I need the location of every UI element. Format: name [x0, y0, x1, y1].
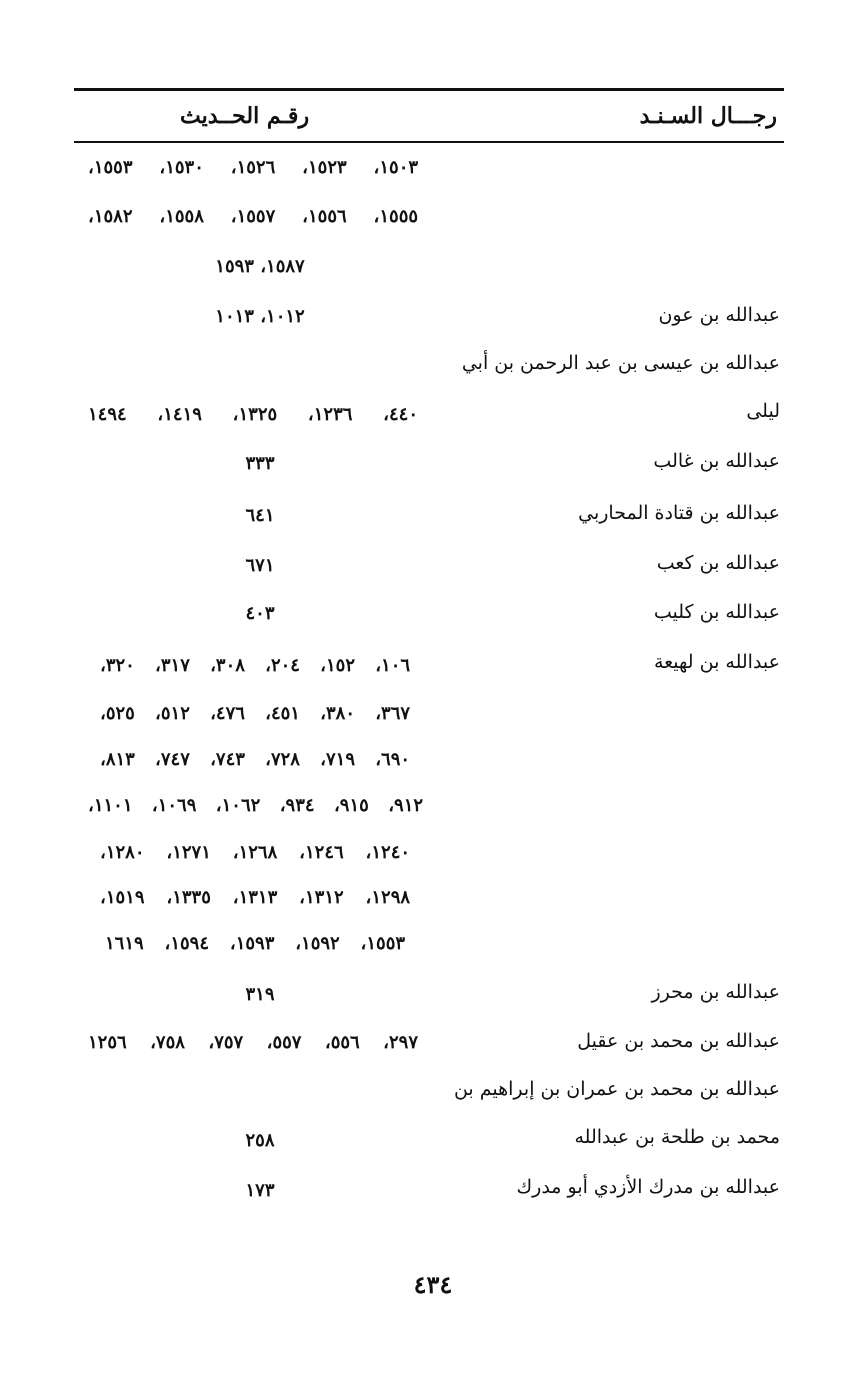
hadith-numbers: ٦٤١ — [245, 505, 275, 526]
header-top-rule — [74, 88, 784, 91]
narrator-name: عبدالله بن كعب — [656, 552, 780, 574]
hadith-numbers: ٦٩٠، ٧١٩، ٧٢٨، ٧٤٣، ٧٤٧، ٨١٣، — [100, 749, 411, 770]
narrator-name: عبدالله بن عون — [658, 304, 780, 326]
hadith-numbers: ٣١٩ — [245, 984, 275, 1005]
narrator-name: محمد بن طلحة بن عبدالله — [574, 1126, 780, 1148]
hadith-numbers: ٤٠٣ — [245, 603, 275, 624]
hadith-numbers: ١٠٦، ١٥٢، ٢٠٤، ٣٠٨، ٣١٧، ٣٢٠، — [100, 655, 411, 676]
narrator-name: عبدالله بن قتادة المحاربي — [578, 502, 780, 524]
narrator-name: عبدالله بن غالب — [653, 450, 780, 472]
hadith-numbers: ٢٩٧، ٥٥٦، ٥٥٧، ٧٥٧، ٧٥٨، ١٢٥٦ — [88, 1032, 418, 1053]
hadith-numbers: ٣٦٧، ٣٨٠، ٤٥١، ٤٧٦، ٥١٢، ٥٢٥، — [100, 703, 411, 724]
narrator-name: عبدالله بن كليب — [653, 601, 780, 623]
hadith-numbers: ٣٣٣ — [245, 453, 275, 474]
hadith-numbers: ١٢٩٨، ١٣١٢، ١٣١٣، ١٣٣٥، ١٥١٩، — [100, 887, 411, 908]
hadith-numbers: ١٧٣ — [245, 1180, 275, 1201]
hadith-numbers: ٦٧١ — [245, 555, 275, 576]
hadith-numbers: ١٥٠٣، ١٥٢٣، ١٥٢٦، ١٥٣٠، ١٥٥٣، — [88, 157, 419, 178]
narrator-name: عبدالله بن محمد بن عمران بن إبراهيم بن — [453, 1078, 780, 1100]
narrator-name: عبدالله بن لهيعة — [653, 651, 780, 673]
narrator-name: عبدالله بن عيسى بن عبد الرحمن بن أبي — [461, 352, 780, 374]
narrator-name: عبدالله بن محرز — [651, 981, 780, 1003]
hadith-numbers: ٩١٢، ٩١٥، ٩٣٤، ١٠٦٢، ١٠٦٩، ١١٠١، — [88, 795, 424, 816]
narrator-name: ليلى — [746, 400, 780, 422]
header-bottom-rule — [74, 141, 784, 143]
page-number: ٤٣٤ — [413, 1270, 453, 1299]
hadith-numbers: ٤٤٠، ١٢٣٦، ١٣٢٥، ١٤١٩، ١٤٩٤ — [88, 404, 419, 425]
hadith-numbers: ١٥٨٧، ١٥٩٣ — [215, 256, 305, 277]
column-header-hadith-numbers: رقـم الحــديث — [180, 103, 310, 129]
narrator-name: عبدالله بن محمد بن عقيل — [577, 1030, 780, 1052]
narrator-name: عبدالله بن مدرك الأزدي أبو مدرك — [516, 1176, 780, 1198]
column-header-narrators: رجـــال السـنـد — [639, 103, 777, 129]
hadith-numbers: ١٥٥٥، ١٥٥٦، ١٥٥٧، ١٥٥٨، ١٥٨٢، — [88, 206, 419, 227]
hadith-numbers: ١٥٥٣، ١٥٩٢، ١٥٩٣، ١٥٩٤، ١٦١٩ — [105, 933, 406, 954]
hadith-numbers: ١٠١٢، ١٠١٣ — [215, 306, 305, 327]
hadith-numbers: ١٢٤٠، ١٢٤٦، ١٢٦٨، ١٢٧١، ١٢٨٠، — [100, 842, 411, 863]
hadith-numbers: ٢٥٨ — [245, 1130, 275, 1151]
